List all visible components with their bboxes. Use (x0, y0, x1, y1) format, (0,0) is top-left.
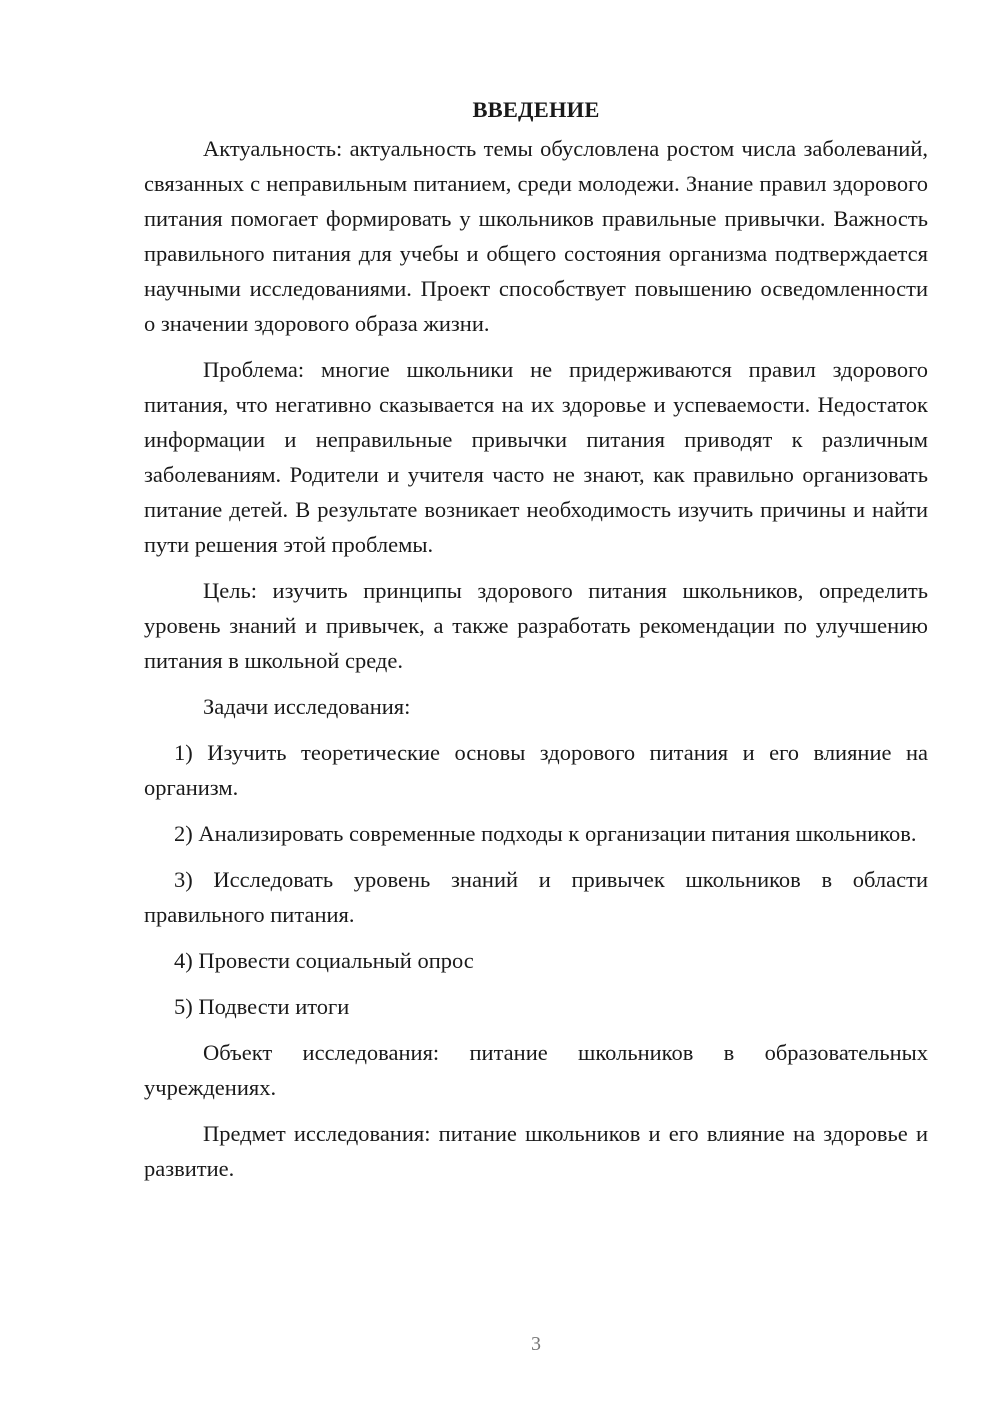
paragraph-goal: Цель: изучить принципы здорового питания школьников, определить уровень знаний и привычек, а также разработать рекомендации по улучшению питания в школьной среде. (144, 578, 928, 673)
paragraph-relevance: Актуальность: актуальность темы обусловлена ростом числа заболеваний, связанных с неправильным питанием, среди молодежи. Знание правил здорового питания помогает формировать у школьников правильные привычки. Важность правильного питания для учебы и общего состояния организма подтверждается научными исследованиями. Проект способствует повышению осведомленности о значении здорового образа жизни. (144, 136, 928, 336)
paragraph-subject: Предмет исследования: питание школьников и его влияние на здоровье и развитие. (144, 1121, 928, 1181)
task-item-3: 3) Исследовать уровень знаний и привычек школьников в области правильного питания. (144, 867, 928, 927)
document-page (144, 92, 928, 1197)
page-number: 3 (531, 1333, 541, 1355)
task-item-2: 2) Анализировать современные подходы к организации питания школьников. (174, 821, 917, 846)
section-title: ВВЕДЕНИЕ (472, 97, 600, 122)
tasks-heading: Задачи исследования: (203, 694, 411, 719)
task-item-1: 1) Изучить теоретические основы здорового питания и его влияние на организм. (144, 740, 928, 800)
task-item-4: 4) Провести социальный опрос (174, 948, 474, 973)
paragraph-problem: Проблема: многие школьники не придерживаются правил здорового питания, что негативно сказывается на их здоровье и успеваемости. Недостаток информации и неправильные привычки питания приводят к различным заболеваниям. Родители и учителя часто не знают, как правильно организовать питание детей. В результате возникает необходимость изучить причины и найти пути решения этой проблемы. (144, 357, 928, 557)
paragraph-object: Объект исследования: питание школьников в образовательных учреждениях. (144, 1040, 928, 1100)
task-item-5: 5) Подвести итоги (174, 994, 350, 1019)
